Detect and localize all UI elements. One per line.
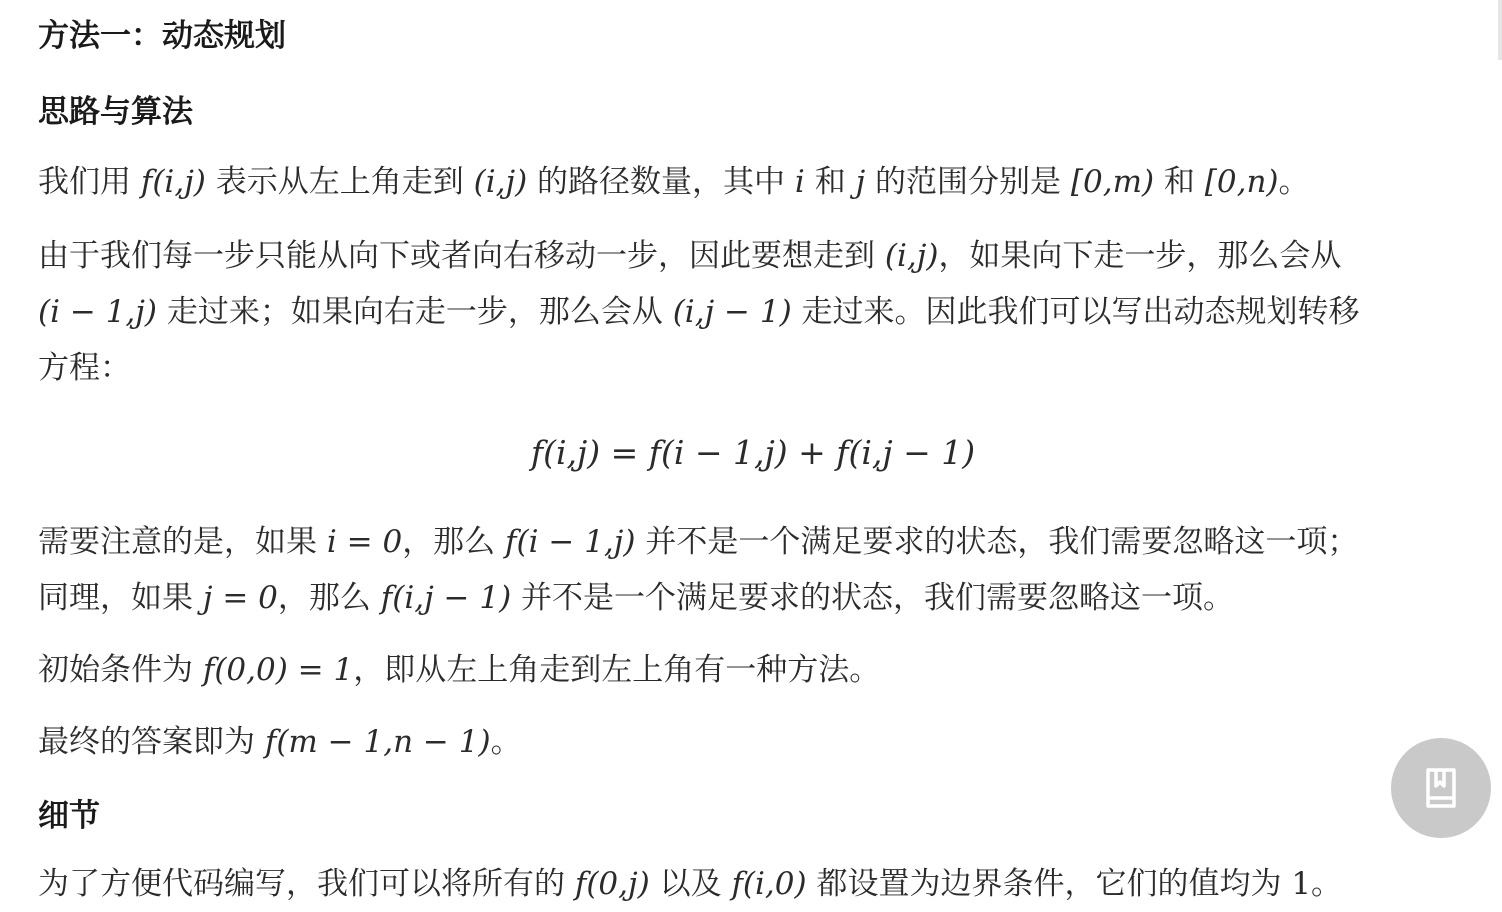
math-inline: [0,m): [1070, 164, 1155, 200]
text-span: 。: [1278, 164, 1310, 200]
math-inline: (i,j): [884, 238, 939, 274]
text-span: 并不是一个满足要求的状态，我们需要忽略这一项。: [511, 580, 1235, 616]
notebook-icon: [1421, 766, 1461, 810]
notebook-button[interactable]: [1391, 738, 1491, 838]
paragraph-final-answer: [38, 714, 1468, 770]
text-span: 表示从左上角走到: [205, 164, 474, 200]
text-span: 都设置为边界条件，它们的值均为: [806, 866, 1292, 902]
math-inline: f(i,j − 1): [380, 580, 512, 616]
math-inline: (i,j): [473, 164, 528, 200]
text-span: 并不是一个满足要求的状态，我们需要忽略这一项；: [635, 524, 1359, 560]
math-inline: (i − 1,j): [38, 294, 157, 330]
text-span: ，那么: [277, 580, 381, 616]
paragraph-transition-line2: [38, 284, 1468, 340]
math-inline: (i,j − 1): [672, 294, 792, 330]
math-inline: f(i,0): [731, 866, 807, 902]
text-span: ，即从左上角走到左上角有一种方法。: [353, 652, 881, 688]
idea-heading: 思路与算法: [38, 94, 193, 130]
paragraph-transition-line3: [38, 340, 1468, 396]
text-span: 由于我们每一步只能从向下或者向右移动一步，因此要想走到: [38, 238, 885, 274]
paragraph-transition-line1: [38, 228, 1468, 284]
math-inline: 1: [1291, 866, 1312, 902]
paragraph-detail: [38, 856, 1468, 912]
text-span: 方程：: [38, 350, 131, 386]
text-span: 需要注意的是，如果: [38, 524, 327, 560]
paragraph-boundary-line1: [38, 514, 1468, 570]
paragraph-definition: [38, 154, 1468, 210]
math-inline: j: [855, 164, 866, 200]
math-inline: f(0,0) = 1: [202, 652, 354, 688]
text-span: 。: [1311, 866, 1343, 902]
text-span: 和: [804, 164, 856, 200]
math-inline: j = 0: [202, 580, 278, 616]
text-span: 的路径数量，其中: [527, 164, 795, 200]
text-span: 为了方便代码编写，我们可以将所有的: [38, 866, 575, 902]
scrollbar[interactable]: [1498, 0, 1502, 60]
text-span: 走过来；如果向右走一步，那么会从: [156, 294, 673, 330]
text-span: ，那么: [402, 524, 506, 560]
text-span: 初始条件为: [38, 652, 203, 688]
paragraph-initial-condition: [38, 642, 1468, 698]
text-span: 同理，如果: [38, 580, 203, 616]
text-span: 的范围分别是: [865, 164, 1071, 200]
text-span: 。: [490, 724, 522, 760]
math-inline: [0,n): [1204, 164, 1279, 200]
text-span: 我们用: [38, 164, 141, 200]
text-span: 走过来。因此我们可以写出动态规划转移: [791, 294, 1360, 330]
text-span: ，如果向下走一步，那么会从: [938, 238, 1342, 274]
text-span: 和: [1154, 164, 1205, 200]
math-inline: i: [794, 164, 805, 200]
detail-heading: 细节: [38, 798, 100, 834]
paragraph-boundary-line2: [38, 570, 1468, 626]
transition-equation: f(i,j) = f(i − 1,j) + f(i,j − 1): [530, 433, 976, 472]
text-span: 最终的答案即为: [38, 724, 265, 760]
math-inline: f(i − 1,j): [505, 524, 636, 560]
math-inline: f(m − 1,n − 1): [264, 724, 491, 760]
method-heading: 方法一：动态规划: [38, 18, 286, 54]
math-inline: i = 0: [326, 524, 403, 560]
math-inline: f(0,j): [574, 866, 650, 902]
math-inline: f(i,j): [140, 164, 206, 200]
text-span: 以及: [649, 866, 732, 902]
